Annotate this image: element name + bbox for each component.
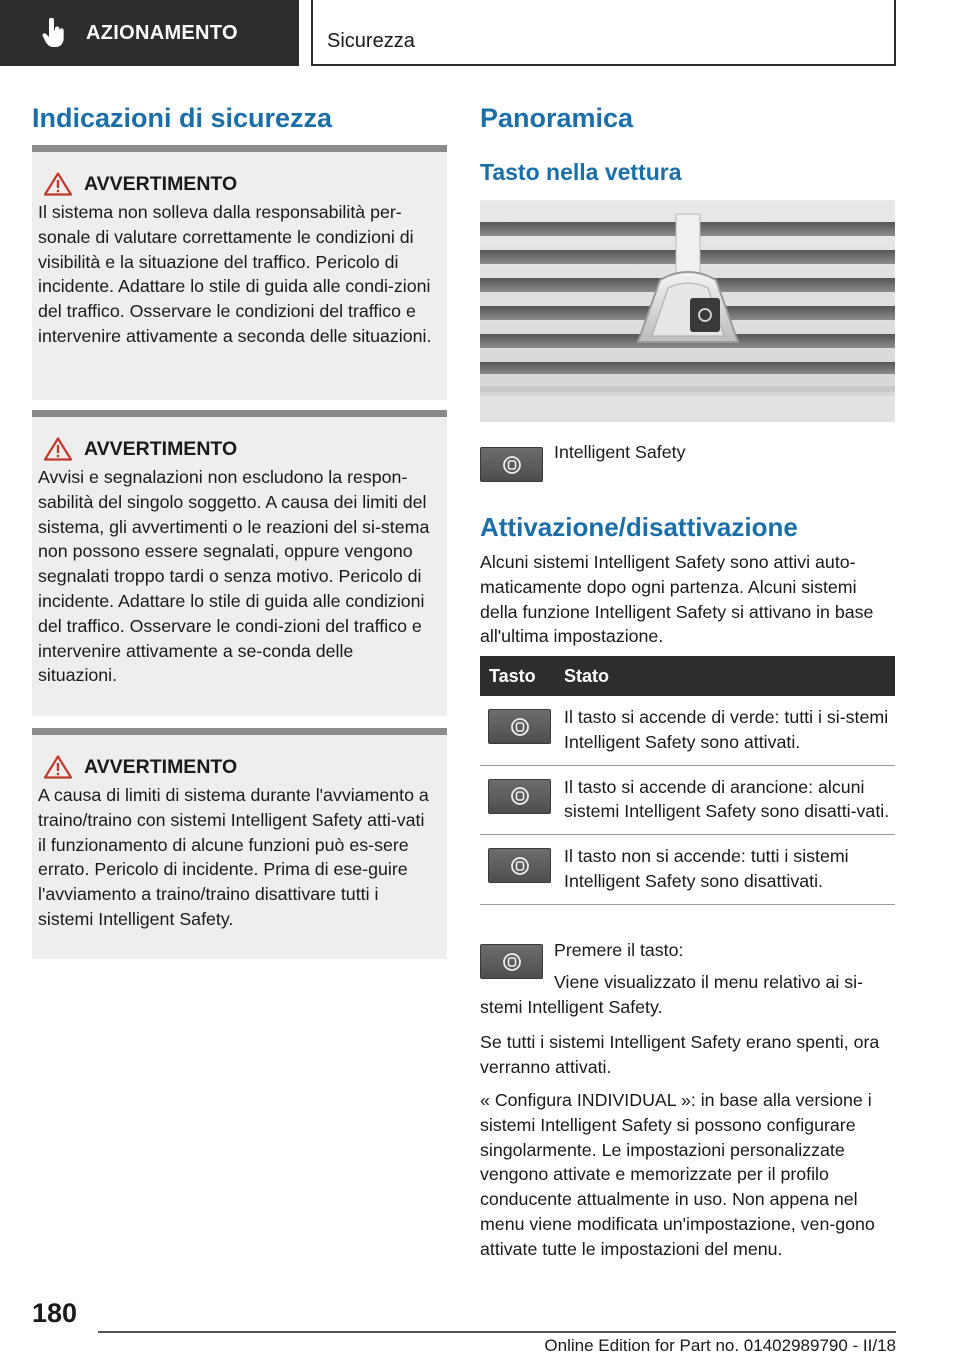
header-chapter-label: Sicurezza [327, 30, 415, 52]
icon-caption: Intelligent Safety [554, 442, 686, 462]
header-section-tab [0, 0, 299, 66]
overview-title: Panoramica [480, 103, 634, 133]
table-row [480, 835, 895, 905]
activation-intro: Alcuni sistemi Intelligent Safety sono attivi auto-maticamente dopo ogni partenza. Alcuni sistemi della funzione Intelligent Safety si attivano in base all'ultima impostazione. [480, 552, 874, 647]
warning-label: AVVERTIMENTO [84, 755, 238, 778]
table-cell-status: Il tasto si accende di verde: tutti i si-stemi Intelligent Safety sono attivati. [564, 707, 889, 752]
press-result: Viene visualizzato il menu relativo ai si-stemi Intelligent Safety. [480, 972, 864, 1017]
warning-triangle-icon [44, 437, 72, 461]
intelligent-safety-icon [509, 785, 531, 807]
header-section-label: AZIONAMENTO [86, 21, 238, 44]
intelligent-safety-icon [509, 716, 531, 738]
vehicle-button-photo [480, 200, 895, 422]
hand-pointer-icon [42, 18, 64, 48]
warning-triangle-icon [44, 755, 72, 779]
page-number: 180 [32, 1298, 78, 1328]
status-table [480, 656, 895, 905]
intelligent-safety-button-icon [480, 447, 543, 482]
press-label: Premere il tasto: [554, 940, 684, 960]
edition-note: Online Edition for Part no. 01402989790 - II/18 [544, 1336, 896, 1355]
table-header-key: Tasto [489, 665, 536, 686]
intelligent-safety-icon [509, 855, 531, 877]
table-row [480, 696, 895, 766]
warning-label: AVVERTIMENTO [84, 437, 238, 460]
footer-divider [98, 1331, 896, 1333]
warning-text: Avvisi e segnalazioni non escludono la respon-sabilità del singolo soggetto. A causa dei limiti del sistema, gli avvertimenti o le reazioni del si-stema non possono essere segnalati, oppure vengono segnalati troppo tardi o senza motivo. Pericolo di incidente. Adattare lo stile di guida alle condizioni del traffico. Osservare le condi-zioni del traffico e intervenire attivamente a se-conda delle situazioni. [38, 467, 430, 686]
table-header [480, 656, 895, 696]
overview-subtitle: Tasto nella vettura [480, 159, 682, 185]
warning-text: Il sistema non solleva dalla responsabilità per-sonale di valutare correttamente le condizioni di visibilità e la situazione del traffico. Pericolo di incidente. Adattare lo stile di guida alle condi-zioni del traffico. Osservare le condizioni del traffico e intervenire attivamente a seconda delle situazioni. [38, 202, 432, 346]
intelligent-safety-button-icon [488, 848, 551, 883]
warning-box-3 [32, 728, 447, 959]
warning-box-2 [32, 410, 447, 716]
warning-box-1 [32, 145, 447, 400]
paragraph-individual: « Configura INDIVIDUAL »: in base alla versione i sistemi Intelligent Safety si possono configurare singolarmente. Le impostazioni personalizzate vengono attivate e memorizzate per il profilo conducente attualmente in uso. Non appena nel menu viene modificata un'impostazione, ven-gono attivate tutte le impostazioni del menu. [480, 1090, 875, 1259]
safety-title: Indicazioni di sicurezza [32, 103, 333, 133]
intelligent-safety-icon [501, 454, 523, 476]
intelligent-safety-button-icon [488, 709, 551, 744]
table-cell-status: Il tasto non si accende: tutti i sistemi Intelligent Safety sono disattivati. [564, 846, 849, 891]
warning-label: AVVERTIMENTO [84, 172, 238, 195]
header-chapter-box [311, 0, 896, 66]
paragraph-activated: Se tutti i sistemi Intelligent Safety erano spenti, ora verranno attivati. [480, 1032, 880, 1077]
table-row [480, 766, 895, 836]
intelligent-safety-button-icon [488, 779, 551, 814]
table-header-status: Stato [564, 665, 609, 686]
warning-triangle-icon [44, 172, 72, 196]
warning-text: A causa di limiti di sistema durante l'avviamento a traino/traino con sistemi Intelligent Safety atti-vati il funzionamento di alcune funzioni può es-sere errato. Pericolo di incidente. Prima di ese-guire l'avviamento a traino/traino disattivare tutti i sistemi Intelligent Safety. [38, 785, 429, 929]
activation-title: Attivazione/disattivazione [480, 512, 798, 542]
table-cell-status: Il tasto si accende di arancione: alcuni sistemi Intelligent Safety sono disatti-vati. [564, 776, 890, 822]
